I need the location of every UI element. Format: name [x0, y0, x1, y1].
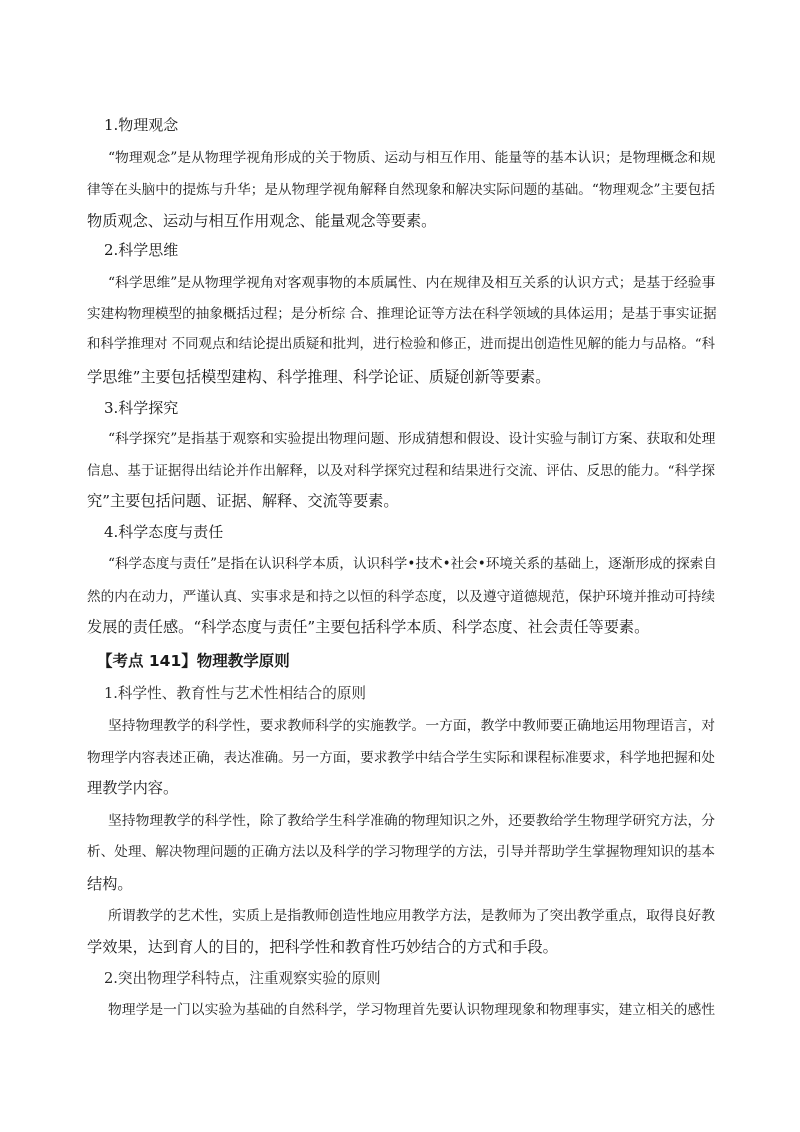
- principle-heading-1: 1.科学性、教育性与艺术性相结合的原则: [104, 685, 367, 702]
- paragraph-line: 理教学内容。: [87, 779, 179, 797]
- section-heading-scientific-thinking: 2.科学思维: [104, 241, 179, 259]
- principle-heading-2: 2.突出物理学科特点，注重观察实验的原则: [104, 970, 381, 987]
- paragraph-line: 然的内在动力，严谨认真、实事求是和持之以恒的科学态度，以及遵守道德规范，保护环境并推动可持续: [87, 589, 715, 605]
- section-heading-physics-concept: 1.物理观念: [104, 116, 179, 134]
- paragraph-line: 析、处理、解决物理问题的正确方法以及科学的学习物理学的方法，引导并帮助学生掌握物理知识的基本: [87, 844, 715, 860]
- paragraph-line: “科学态度与责任”是指在认识科学本质，认识科学•技术•社会•环境关系的基础上，逐渐形成的探索自: [108, 556, 717, 572]
- paragraph-line: 物质观念、运动与相互作用观念、能量观念等要素。: [87, 212, 437, 230]
- section-heading-scientific-inquiry: 3.科学探究: [104, 399, 179, 417]
- paragraph-line: 信息、基于证据得出结论并作出解释，以及对科学探究过程和结果进行交流、评估、反思的能力。“科学探: [87, 464, 715, 479]
- paragraph-line: 实建构物理模型的抽象概括过程；是分析综 合、推理论证等方法在科学领域的具体运用；是基于事实证据: [87, 306, 717, 322]
- section-heading-scientific-attitude: 4.科学态度与责任: [104, 523, 224, 541]
- paragraph-line: 物理学内容表述正确，表达准确。另一方面，要求教学中结合学生实际和课程标准要求，科学地把握和处: [87, 750, 715, 766]
- paragraph-line: “物理观念”是从物理学视角形成的关于物质、运动与相互作用、能量等的基本认识；是物理概念和规: [108, 150, 716, 166]
- paragraph-line: 结构。: [87, 875, 133, 893]
- paragraph-line: 和科学推理对 不同观点和结论提出质疑和批判，进行检验和修正，进而提出创造性见解的能力与品格。“科: [87, 337, 715, 352]
- paragraph-line: 究”主要包括问题、证据、解释、交流等要素。: [87, 492, 399, 510]
- paragraph-line: 律等在头脑中的提炼与升华；是从物理学视角解释自然现象和解决实际问题的基础。“物理观念”主要包括: [87, 182, 715, 198]
- kaodian-heading: 【考点 141】物理教学原则: [97, 652, 290, 670]
- paragraph-line: 发展的责任感。“科学态度与责任”主要包括科学本质、科学态度、社会责任等要素。: [87, 618, 650, 636]
- paragraph-line: “科学思维”是从物理学视角对客观事物的本质属性、内在规律及相互关系的认识方式；是基于经验事: [108, 275, 716, 291]
- paragraph-line: 坚持物理教学的科学性，除了教给学生科学准确的物理知识之外，还要教给学生物理学研究方法，分: [108, 813, 716, 829]
- paragraph-line: “科学探究”是指基于观察和实验提出物理问题、形成猜想和假设、设计实验与制订方案、获取和处理: [108, 431, 716, 447]
- paragraph-line: 所谓教学的艺术性，实质上是指教师创造性地应用教学方法，是教师为了突出教学重点，取得良好教: [108, 908, 716, 924]
- paragraph-line: 物理学是一门以实验为基础的自然科学，学习物理首先要认识物理现象和物理事实，建立相关的感性: [108, 1002, 716, 1018]
- paragraph-line: 学效果，达到育人的目的，把科学性和教育性巧妙结合的方式和手段。: [87, 938, 558, 956]
- paragraph-line: 学思维”主要包括模型建构、科学推理、科学论证、质疑创新等要素。: [87, 368, 551, 386]
- paragraph-line: 坚持物理教学的科学性，要求教师科学的实施教学。一方面，教学中教师要正确地运用物理语言，对: [108, 718, 716, 734]
